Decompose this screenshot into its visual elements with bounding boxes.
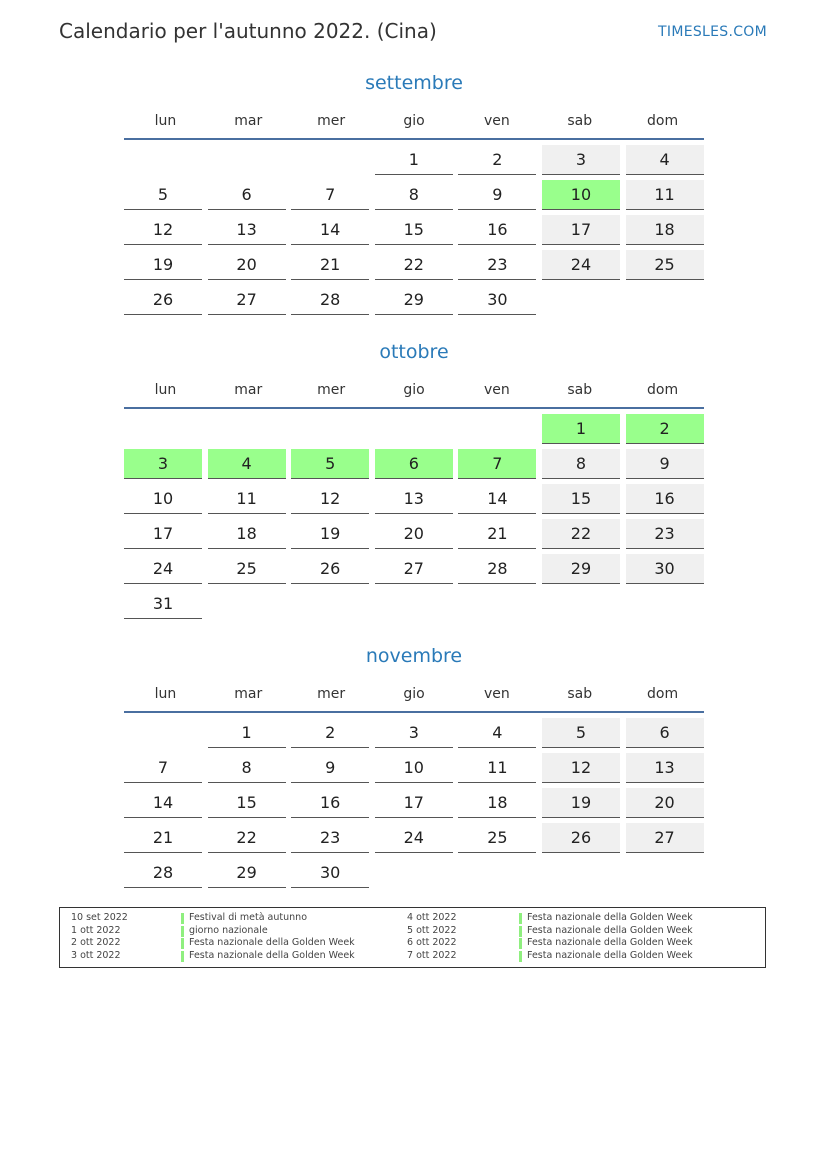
day-cell: 26 [124, 285, 202, 315]
weekday-label: lun [154, 382, 177, 398]
day-grid [124, 145, 704, 315]
legend-holiday-name: Festival di metà autunno [189, 912, 308, 923]
legend-holiday-name: Festa nazionale della Golden Week [527, 912, 693, 923]
empty-cell [375, 858, 453, 888]
day-cell: 23 [291, 823, 369, 853]
legend-date: 5 ott 2022 [407, 924, 457, 936]
weekday-label: gio [403, 113, 425, 129]
day-cell: 22 [208, 823, 286, 853]
day-cell: 3 [375, 718, 453, 748]
day-cell: 18 [626, 215, 704, 245]
empty-cell [124, 145, 202, 175]
day-cell: 1 [375, 145, 453, 175]
legend-date: 3 ott 2022 [71, 950, 121, 962]
day-cell: 28 [291, 285, 369, 315]
day-cell: 5 [291, 449, 369, 479]
legend-column [407, 912, 747, 963]
day-cell: 6 [375, 449, 453, 479]
weekday-label: ven [483, 382, 510, 398]
day-cell: 7 [124, 753, 202, 783]
day-cell: 6 [208, 180, 286, 210]
day-cell: 2 [458, 145, 536, 175]
legend-item [71, 950, 411, 963]
empty-cell [458, 414, 536, 444]
day-cell: 15 [375, 215, 453, 245]
weekday-label: mar [234, 686, 263, 702]
legend-item [71, 925, 411, 938]
day-cell: 20 [626, 788, 704, 818]
day-cell: 7 [458, 449, 536, 479]
day-cell: 18 [208, 519, 286, 549]
day-cell: 4 [626, 145, 704, 175]
month-name: ottobre [379, 341, 449, 363]
day-cell: 9 [458, 180, 536, 210]
holiday-marker [519, 926, 522, 937]
day-cell: 27 [375, 554, 453, 584]
holiday-marker [519, 913, 522, 924]
weekday-label: mar [234, 113, 263, 129]
legend-column [71, 912, 411, 963]
legend-holiday-name: Festa nazionale della Golden Week [527, 924, 693, 936]
day-cell: 5 [124, 180, 202, 210]
day-cell: 28 [124, 858, 202, 888]
day-cell: 8 [375, 180, 453, 210]
empty-cell [208, 414, 286, 444]
legend-item [71, 937, 411, 950]
month-ottobre [124, 339, 704, 619]
header-divider [124, 407, 704, 409]
day-cell: 20 [208, 250, 286, 280]
day-cell: 2 [291, 718, 369, 748]
day-cell: 23 [626, 519, 704, 549]
day-cell: 3 [124, 449, 202, 479]
weekday-label: dom [647, 382, 679, 398]
day-cell: 19 [291, 519, 369, 549]
day-cell: 11 [208, 484, 286, 514]
day-cell: 19 [124, 250, 202, 280]
empty-cell [458, 858, 536, 888]
day-cell: 26 [291, 554, 369, 584]
legend-date: 7 ott 2022 [407, 950, 457, 962]
day-cell: 3 [542, 145, 620, 175]
day-cell: 18 [458, 788, 536, 818]
day-cell: 14 [458, 484, 536, 514]
day-cell: 5 [542, 718, 620, 748]
empty-cell [375, 414, 453, 444]
weekday-label: ven [483, 686, 510, 702]
holiday-marker [181, 913, 184, 924]
header-divider [124, 711, 704, 713]
empty-cell [124, 718, 202, 748]
day-cell: 25 [626, 250, 704, 280]
day-cell: 27 [626, 823, 704, 853]
legend-holiday-name: Festa nazionale della Golden Week [189, 937, 355, 949]
empty-cell [542, 589, 620, 619]
day-cell: 29 [208, 858, 286, 888]
empty-cell [291, 414, 369, 444]
empty-cell [124, 414, 202, 444]
day-cell: 19 [542, 788, 620, 818]
month-name: novembre [365, 645, 463, 667]
day-grid [124, 414, 704, 619]
day-cell: 15 [542, 484, 620, 514]
day-cell: 6 [626, 718, 704, 748]
holiday-legend [59, 907, 766, 968]
empty-cell [626, 589, 704, 619]
weekday-label: lun [154, 113, 177, 129]
day-cell: 14 [124, 788, 202, 818]
day-cell: 10 [542, 180, 620, 210]
month-name: settembre [365, 72, 463, 94]
weekday-label: sab [567, 686, 593, 702]
day-cell: 16 [458, 215, 536, 245]
day-cell: 23 [458, 250, 536, 280]
legend-date: 4 ott 2022 [407, 912, 457, 923]
day-cell: 24 [375, 823, 453, 853]
day-grid [124, 718, 704, 888]
legend-date: 2 ott 2022 [71, 937, 121, 949]
weekday-label: dom [647, 686, 679, 702]
day-cell: 21 [124, 823, 202, 853]
day-cell: 21 [458, 519, 536, 549]
day-cell: 24 [542, 250, 620, 280]
day-cell: 8 [208, 753, 286, 783]
day-cell: 17 [542, 215, 620, 245]
day-cell: 7 [291, 180, 369, 210]
day-cell: 22 [375, 250, 453, 280]
day-cell: 9 [291, 753, 369, 783]
legend-item [407, 937, 747, 950]
weekday-label: mer [317, 382, 346, 398]
day-cell: 30 [291, 858, 369, 888]
day-cell: 29 [542, 554, 620, 584]
legend-holiday-name: Festa nazionale della Golden Week [189, 950, 355, 962]
weekday-label: sab [567, 113, 593, 129]
holiday-marker [519, 938, 522, 949]
legend-item [71, 912, 411, 925]
day-cell: 4 [208, 449, 286, 479]
weekday-label: sab [567, 382, 593, 398]
weekday-label: mar [234, 382, 263, 398]
weekday-label: lun [154, 686, 177, 702]
day-cell: 22 [542, 519, 620, 549]
empty-cell [542, 858, 620, 888]
brand-link[interactable]: TIMESLES.COM [658, 24, 767, 40]
legend-date: 1 ott 2022 [71, 924, 121, 936]
empty-cell [375, 589, 453, 619]
day-cell: 14 [291, 215, 369, 245]
day-cell: 26 [542, 823, 620, 853]
day-cell: 4 [458, 718, 536, 748]
legend-item [407, 912, 747, 925]
day-cell: 10 [375, 753, 453, 783]
weekday-label: gio [403, 686, 425, 702]
legend-date: 10 set 2022 [71, 912, 128, 923]
holiday-marker [181, 926, 184, 937]
weekday-header [124, 373, 704, 407]
weekday-label: mer [317, 113, 346, 129]
weekday-label: gio [403, 382, 425, 398]
legend-item [407, 925, 747, 938]
empty-cell [458, 589, 536, 619]
weekday-label: ven [483, 113, 510, 129]
day-cell: 16 [291, 788, 369, 818]
day-cell: 13 [626, 753, 704, 783]
day-cell: 11 [458, 753, 536, 783]
day-cell: 9 [626, 449, 704, 479]
day-cell: 10 [124, 484, 202, 514]
day-cell: 2 [626, 414, 704, 444]
day-cell: 17 [124, 519, 202, 549]
legend-holiday-name: giorno nazionale [189, 924, 268, 936]
day-cell: 28 [458, 554, 536, 584]
day-cell: 29 [375, 285, 453, 315]
holiday-marker [519, 951, 522, 962]
day-cell: 11 [626, 180, 704, 210]
legend-holiday-name: Festa nazionale della Golden Week [527, 937, 693, 949]
legend-date: 6 ott 2022 [407, 937, 457, 949]
weekday-label: dom [647, 113, 679, 129]
empty-cell [208, 589, 286, 619]
holiday-marker [181, 938, 184, 949]
day-cell: 15 [208, 788, 286, 818]
weekday-header [124, 677, 704, 711]
day-cell: 16 [626, 484, 704, 514]
day-cell: 12 [291, 484, 369, 514]
month-novembre [124, 643, 704, 888]
weekday-header [124, 104, 704, 138]
legend-item [407, 950, 747, 963]
empty-cell [291, 145, 369, 175]
weekday-label: mer [317, 686, 346, 702]
day-cell: 1 [208, 718, 286, 748]
day-cell: 27 [208, 285, 286, 315]
day-cell: 24 [124, 554, 202, 584]
legend-holiday-name: Festa nazionale della Golden Week [527, 950, 693, 962]
page-title: Calendario per l'autunno 2022. (Cina) [59, 19, 437, 43]
empty-cell [208, 145, 286, 175]
day-cell: 12 [542, 753, 620, 783]
holiday-marker [181, 951, 184, 962]
day-cell: 20 [375, 519, 453, 549]
day-cell: 25 [458, 823, 536, 853]
day-cell: 25 [208, 554, 286, 584]
day-cell: 17 [375, 788, 453, 818]
empty-cell [626, 858, 704, 888]
day-cell: 12 [124, 215, 202, 245]
empty-cell [626, 285, 704, 315]
day-cell: 1 [542, 414, 620, 444]
day-cell: 13 [208, 215, 286, 245]
month-settembre [124, 70, 704, 315]
day-cell: 31 [124, 589, 202, 619]
day-cell: 30 [458, 285, 536, 315]
day-cell: 8 [542, 449, 620, 479]
day-cell: 13 [375, 484, 453, 514]
empty-cell [291, 589, 369, 619]
header-divider [124, 138, 704, 140]
day-cell: 21 [291, 250, 369, 280]
day-cell: 30 [626, 554, 704, 584]
empty-cell [542, 285, 620, 315]
